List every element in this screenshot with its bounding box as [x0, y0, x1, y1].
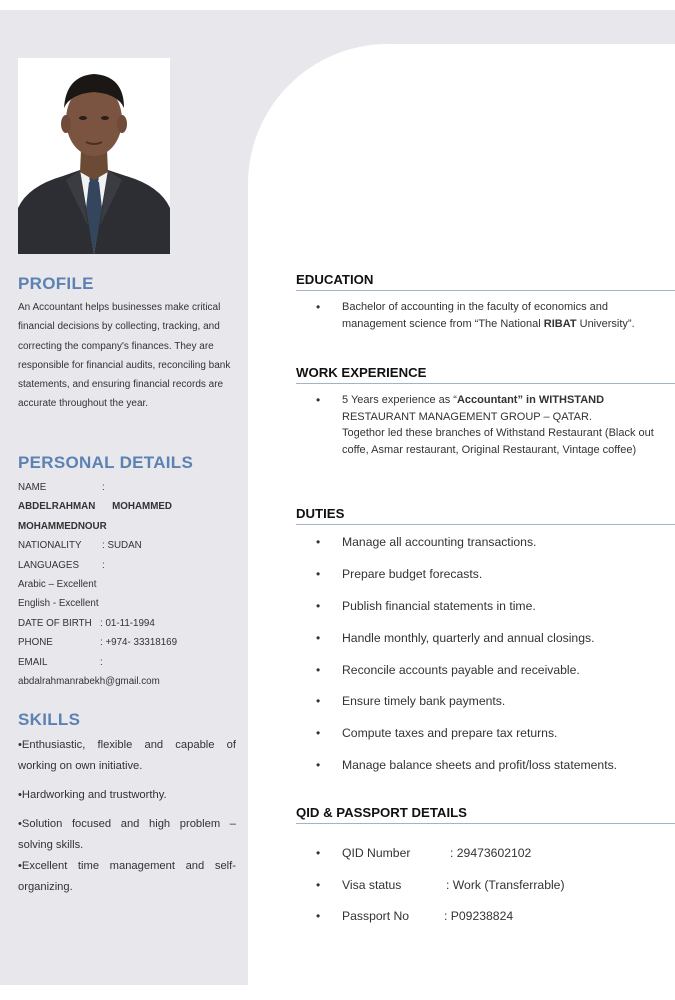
- skill-item: •Solution focused and high problem – solving skills.: [18, 818, 236, 851]
- qid-number-row: [316, 845, 675, 861]
- email-label: EMAIL: [18, 656, 48, 668]
- personal-details-heading: PERSONAL DETAILS: [18, 453, 194, 472]
- email-row: [18, 653, 236, 672]
- work-text-company: RESTAURANT MANAGEMENT GROUP – QATAR.: [342, 410, 592, 423]
- languages-colon: :: [102, 559, 105, 571]
- visa-status-label: Visa status: [342, 877, 402, 892]
- dob-label: DATE OF BIRTH: [18, 617, 92, 629]
- nationality-row: [18, 536, 236, 555]
- skills-heading: SKILLS: [18, 710, 81, 729]
- duty-item: • Manage balance sheets and profit/loss statements.: [316, 757, 675, 773]
- work-text-bold: Accountant” in WITHSTAND: [456, 394, 605, 406]
- skills-list: [18, 735, 236, 898]
- duty-item: • Ensure timely bank payments.: [316, 693, 675, 709]
- nationality-label: NATIONALITY: [18, 540, 82, 552]
- skill-item: •Hardworking and trustworthy.: [18, 789, 167, 801]
- work-text-prefix: 5 Years experience as “: [342, 394, 457, 406]
- page-bottom-margin: [0, 985, 675, 1000]
- work-item: [316, 392, 675, 458]
- qid-passport-heading: QID & PASSPORT DETAILS: [296, 805, 675, 824]
- duty-item: • Publish financial statements in time.: [316, 598, 675, 614]
- visa-status-value: : Work (Transferrable): [446, 877, 565, 892]
- education-item: [316, 299, 675, 332]
- visa-status-row: [316, 877, 675, 893]
- profile-text: An Accountant helps businesses make critical financial decisions by collecting, tracking, and correcting the company's finances. They are responsible for financial audits, reconciling bank statements, and ensuring financial records are accurate throughout the year.: [18, 302, 231, 410]
- languages-label: LANGUAGES: [18, 559, 79, 571]
- work-experience-heading: WORK EXPERIENCE: [296, 365, 675, 384]
- duty-item: • Prepare budget forecasts.: [316, 566, 675, 582]
- duty-item: • Manage all accounting transactions.: [316, 534, 675, 550]
- email-value[interactable]: abdalrahmanrabekh@gmail.com: [18, 676, 160, 688]
- name-row: [18, 478, 236, 497]
- email-colon: :: [100, 656, 103, 668]
- education-text-end: University”.: [576, 317, 635, 330]
- nationality-value: : SUDAN: [102, 540, 142, 552]
- name-colon: :: [102, 482, 105, 493]
- passport-row: [316, 908, 675, 924]
- phone-value: : +974- 33318169: [100, 637, 178, 649]
- duty-item: • Reconcile accounts payable and receivable.: [316, 662, 675, 678]
- language-english: English - Excellent: [18, 598, 99, 610]
- education-text-bold: RIBAT: [543, 317, 577, 330]
- name-last: MOHAMMEDNOUR: [18, 520, 107, 532]
- work-experience-list: [316, 392, 675, 458]
- duty-item: • Handle monthly, quarterly and annual closings.: [316, 630, 675, 646]
- skill-item: •Enthusiastic, flexible and capable of working on own initiative.: [18, 739, 236, 772]
- full-name-line-1: [18, 497, 172, 516]
- profile-heading: PROFILE: [18, 274, 94, 293]
- education-list: [316, 299, 675, 332]
- passport-value: : P09238824: [444, 909, 514, 923]
- qid-number-label: QID Number: [342, 846, 411, 860]
- dob-value: : 01-11-1994: [100, 617, 155, 629]
- duty-item: • Compute taxes and prepare tax returns.: [316, 725, 675, 741]
- profile-photo: [18, 58, 170, 254]
- skill-item: •Excellent time management and self-organizing.: [18, 860, 236, 893]
- qid-number-value: : 29473602102: [450, 846, 532, 860]
- dob-row: [18, 614, 236, 633]
- name-label: NAME: [18, 482, 47, 493]
- passport-label: Passport No: [342, 909, 410, 923]
- personal-details-block: [18, 478, 236, 691]
- education-text-start: Bachelor of accounting in the faculty of economics and management science from “The National: [342, 301, 608, 330]
- education-heading: EDUCATION: [296, 272, 675, 291]
- phone-row: [18, 633, 236, 652]
- work-text-branches: Togethor led these branches of Withstand Restaurant (Black out coffe, Asmar restaurant, Original Restaurant, Vintage coffee): [342, 427, 654, 456]
- name-first: ABDELRAHMAN: [18, 501, 96, 513]
- duties-list: [316, 534, 675, 773]
- name-middle: MOHAMMED: [112, 501, 172, 513]
- qid-passport-list: [316, 845, 675, 924]
- language-arabic: Arabic – Excellent: [18, 579, 97, 591]
- duties-heading: DUTIES: [296, 506, 675, 525]
- languages-row: [18, 556, 236, 575]
- phone-label: PHONE: [18, 637, 53, 649]
- portrait-image: [18, 58, 170, 254]
